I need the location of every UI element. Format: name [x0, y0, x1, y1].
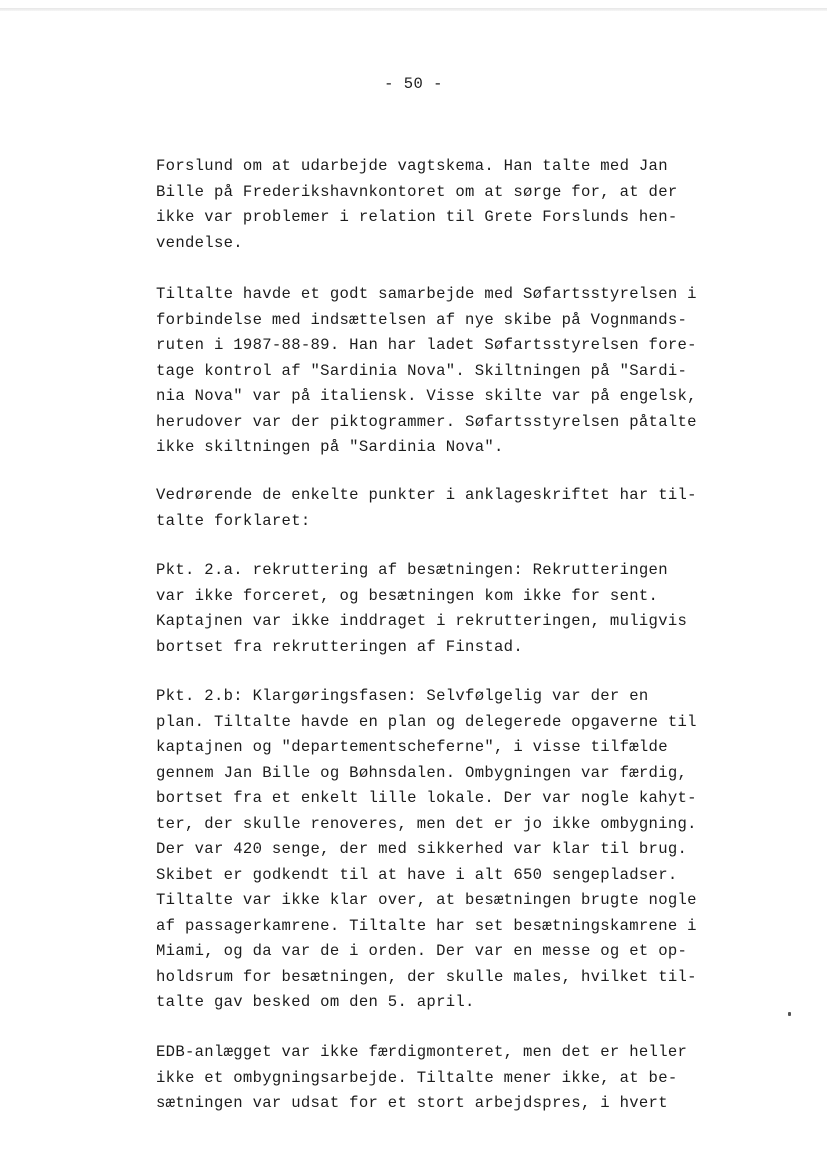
paragraph-4 [156, 558, 687, 660]
text-line: ruten i 1987-88-89. Han har ladet Søfartsstyrelsen fore- [156, 336, 697, 354]
text-line: Skibet er godkendt til at have i alt 650 sengepladser. [156, 865, 678, 884]
scan-top-edge [0, 8, 827, 11]
text-line: gennem Jan Bille og Bøhnsdalen. Ombygningen var færdig, [156, 763, 688, 782]
scan-speck [788, 1012, 791, 1016]
text-line: Forslund om at udarbejde vagtskema. Han talte med Jan [156, 157, 668, 175]
text-line: talte gav besked om den 5. april. [156, 993, 475, 1011]
paragraph-3 [156, 483, 697, 534]
text-line: ikke et ombygningsarbejde. Tiltalte mener ikke, at be- [156, 1068, 678, 1087]
page-number: - 50 - [384, 75, 443, 93]
text-line: forbindelse med indsættelsen af nye skibe på Vognmands- [156, 310, 688, 329]
text-line: Miami, og da var de i orden. Der var en messe og et op- [156, 942, 688, 960]
text-line: tage kontrol af "Sardinia Nova". Skiltningen på "Sardi- [156, 361, 688, 380]
text-line: kaptajnen og "departementscheferne", i visse tilfælde [156, 738, 668, 756]
text-line: ter, der skulle renoveres, men det er jo ikke ombygning. [156, 814, 697, 833]
text-line: Bille på Frederikshavnkontoret om at sørge for, at der [156, 182, 678, 201]
paragraph-5 [156, 684, 697, 1016]
text-line: af passagerkamrene. Tiltalte har set besætningskamrene i [156, 916, 697, 935]
text-line: talte forklaret: [156, 511, 311, 530]
text-line: herudover var der piktogrammer. Søfartsstyrelsen påtalte [156, 412, 697, 431]
text-line: bortset fra et enkelt lille lokale. Der var nogle kahyt- [156, 789, 697, 807]
text-line: bortset fra rekrutteringen af Finstad. [156, 637, 523, 656]
text-line: holdsrum for besætningen, der skulle males, hvilket til- [156, 967, 697, 986]
text-line: Vedrørende de enkelte punkter i anklageskriftet har til- [156, 486, 697, 504]
text-line: Tiltalte havde et godt samarbejde med Søfartsstyrelsen i [156, 285, 697, 303]
text-line: nia Nova" var på italiensk. Visse skilte var på engelsk, [156, 387, 697, 405]
paragraph-6 [156, 1040, 687, 1117]
text-line: Pkt. 2.b: Klargøringsfasen: Selvfølgelig var der en [156, 687, 649, 705]
paragraph-2 [156, 282, 697, 461]
text-line: sætningen var udsat for et stort arbejdspres, i hvert [156, 1094, 668, 1112]
text-line: Kaptajnen var ikke inddraget i rekrutteringen, muligvis [156, 612, 688, 630]
text-line: vendelse. [156, 233, 243, 252]
paragraph-1 [156, 154, 678, 256]
text-line: var ikke forceret, og besætningen kom ikke for sent. [156, 586, 659, 605]
text-line: Der var 420 senge, der med sikkerhed var klar til brug. [156, 840, 688, 858]
text-line: ikke var problemer i relation til Grete Forslunds hen- [156, 208, 678, 226]
text-line: Pkt. 2.a. rekruttering af besætningen: Rekrutteringen [156, 561, 668, 579]
text-line: EDB-anlægget var ikke færdigmonteret, men det er heller [156, 1043, 688, 1061]
text-line: ikke skiltningen på "Sardinia Nova". [156, 438, 504, 456]
text-line: Tiltalte var ikke klar over, at besætningen brugte nogle [156, 891, 697, 909]
text-line: plan. Tiltalte havde en plan og delegerede opgaverne til [156, 712, 697, 731]
